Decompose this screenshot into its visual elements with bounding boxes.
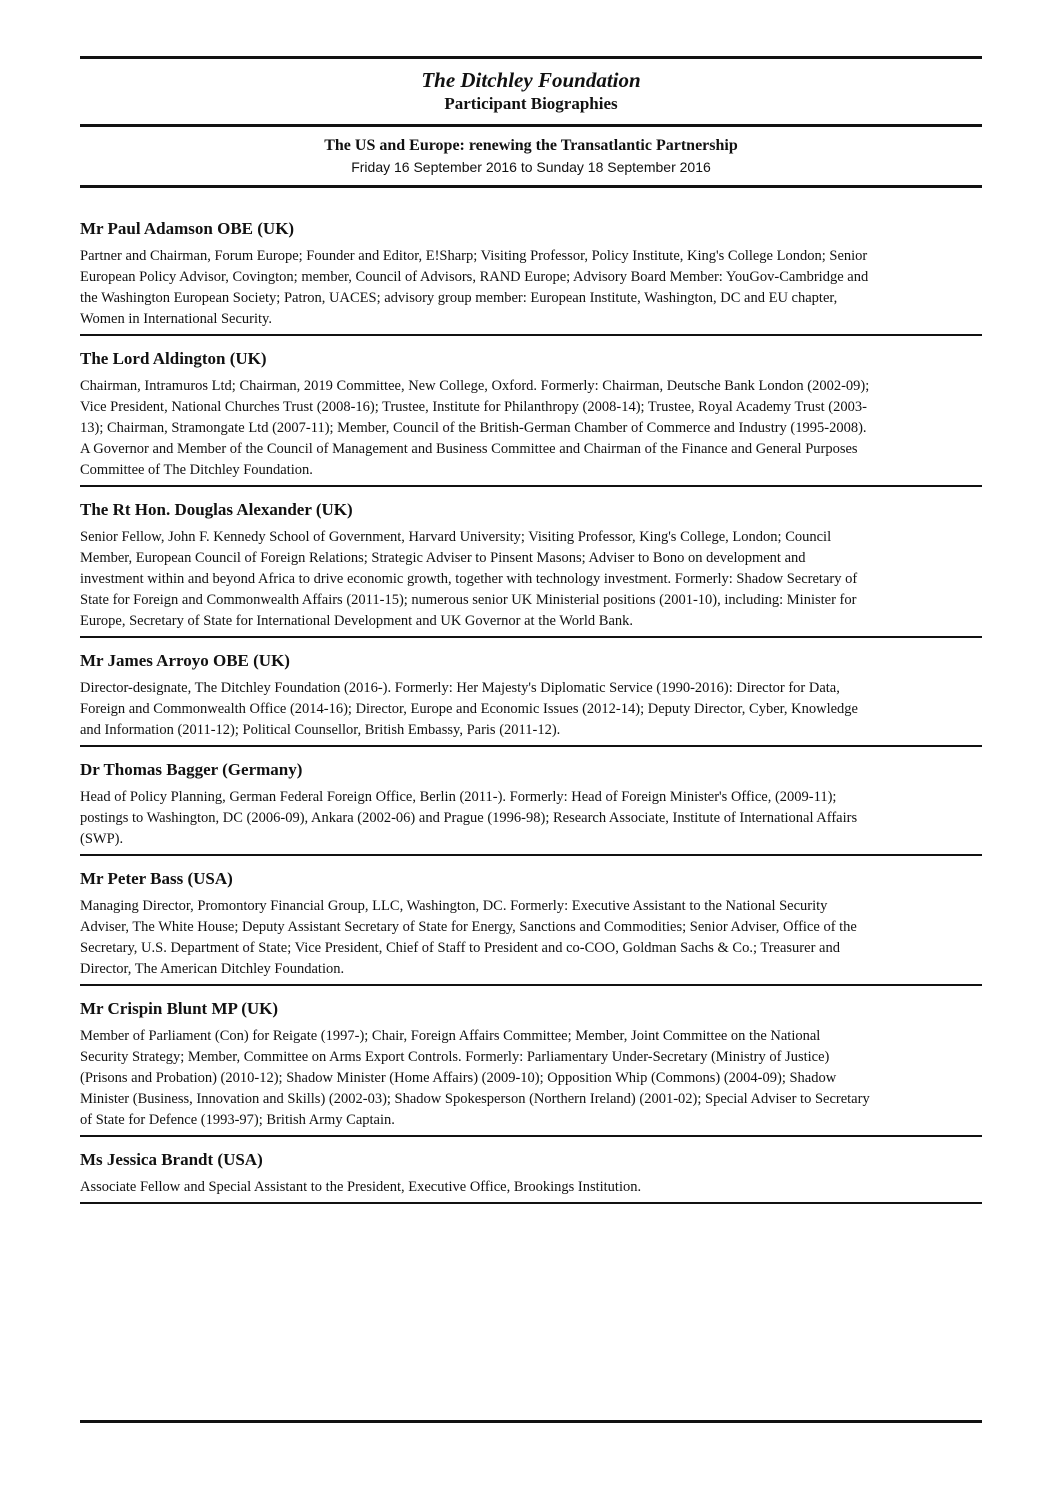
participant-name: Dr Thomas Bagger (Germany) [80,760,303,779]
organization-title: The Ditchley Foundation [421,68,641,92]
entry-divider [80,854,982,856]
participant-list [80,218,982,1204]
participant-entry [80,348,982,487]
participant-name: Mr Peter Bass (USA) [80,869,233,888]
header-rule [80,124,982,127]
entry-divider [80,636,982,638]
participant-bio: Chairman, Intramuros Ltd; Chairman, 2019 Committee, New College, Oxford. Formerly: Chairman, Deutsche Bank London (2002-09); Vice President, National Churches Trust (2008-16); Trustee, Institute for Philanthropy (2008-14); Trustee, Royal Academy Trust (2003-13); Chairman, Stramongate Ltd (2007-11); Member, Council of the British-German Chamber of Commerce and Industry (1995-2008). A Governor and Member of the Council of Management and Business Committee and Chairman of the Finance and General Purposes Committee of The Ditchley Foundation. [80,378,870,478]
participant-name: Mr Paul Adamson OBE (UK) [80,219,295,238]
participant-bio: Member of Parliament (Con) for Reigate (1997-); Chair, Foreign Affairs Committee; Member, Joint Committee on the National Security Strategy; Member, Committee on Arms Export Controls. Formerly: Parliamentary Under-Secretary (Ministry of Justice) (Prisons and Probation) (2010-12); Shadow Minister (Home Affairs) (2009-10); Opposition Whip (Commons) (2004-09); Shadow Minister (Business, Innovation and Skills) (2002-03); Shadow Spokesperson (Northern Ireland) (2001-02); Special Adviser to Secretary of State for Defence (1993-97); British Army Captain. [80,1028,870,1128]
entry-divider [80,485,982,487]
participant-bio: Senior Fellow, John F. Kennedy School of Government, Harvard University; Visiting Professor, King's College, London; Council Member, European Council of Foreign Relations; Strategic Adviser to Pinsent Masons; Adviser to Bono on development and investment within and beyond Africa to drive economic growth, together with technology investment. Formerly: Shadow Secretary of State for Foreign and Commonwealth Affairs (2011-15); numerous senior UK Ministerial positions (2001-10), including: Minister for Europe, Secretary of State for International Development and UK Governor at the World Bank. [80,529,858,629]
entry-divider [80,334,982,336]
top-rule [80,56,982,59]
conference-header [80,135,982,177]
participant-name: Mr James Arroyo OBE (UK) [80,651,290,670]
entry-divider [80,1135,982,1137]
conference-rule [80,185,982,188]
participant-entry [80,868,982,986]
participant-bio: Managing Director, Promontory Financial Group, LLC, Washington, DC. Formerly: Executive Assistant to the National Security Adviser, The White House; Deputy Assistant Secretary of State for Energy, Sanctions and Commodities; Senior Adviser, Office of the Secretary, U.S. Department of State; Vice President, Chief of Staff to President and co-COO, Goldman Sachs & Co.; Treasurer and Director, The American Ditchley Foundation. [80,898,857,977]
participant-bio: Associate Fellow and Special Assistant to the President, Executive Office, Brookings Institution. [80,1179,642,1195]
document-subtitle: Participant Biographies [444,94,618,113]
participant-entry [80,499,982,638]
participant-entry [80,759,982,856]
participant-name: The Lord Aldington (UK) [80,349,267,368]
footer-rule [80,1420,982,1423]
participant-name: Ms Jessica Brandt (USA) [80,1150,263,1169]
document-header [80,67,982,115]
entry-divider [80,1202,982,1204]
participant-entry [80,218,982,336]
document-page [80,56,982,1204]
conference-title: The US and Europe: renewing the Transatlantic Partnership [324,137,738,154]
participant-bio: Partner and Chairman, Forum Europe; Founder and Editor, E!Sharp; Visiting Professor, Policy Institute, King's College London; Senior European Policy Advisor, Covington; member, Council of Advisors, RAND Europe; Advisory Board Member: YouGov-Cambridge and the Washington European Society; Patron, UACES; advisory group member: European Institute, Washington, DC and EU chapter, Women in International Security. [80,248,869,327]
participant-entry [80,1149,982,1204]
participant-entry [80,998,982,1137]
entry-divider [80,984,982,986]
participant-name: The Rt Hon. Douglas Alexander (UK) [80,500,353,519]
participant-entry [80,650,982,747]
participant-name: Mr Crispin Blunt MP (UK) [80,999,279,1018]
entry-divider [80,745,982,747]
participant-bio: Head of Policy Planning, German Federal Foreign Office, Berlin (2011-). Formerly: Head of Foreign Minister's Office, (2009-11); postings to Washington, DC (2006-09), Ankara (2002-06) and Prague (1996-98); Research Associate, Institute of International Affairs (SWP). [80,789,858,847]
conference-dates: Friday 16 September 2016 to Sunday 18 September 2016 [351,159,711,175]
participant-bio: Director-designate, The Ditchley Foundation (2016-). Formerly: Her Majesty's Diplomatic Service (1990-2016): Director for Data, Foreign and Commonwealth Office (2014-16); Director, Europe and Economic Issues (2012-14); Deputy Director, Cyber, Knowledge and Information (2011-12); Political Counsellor, British Embassy, Paris (2011-12). [80,680,858,738]
